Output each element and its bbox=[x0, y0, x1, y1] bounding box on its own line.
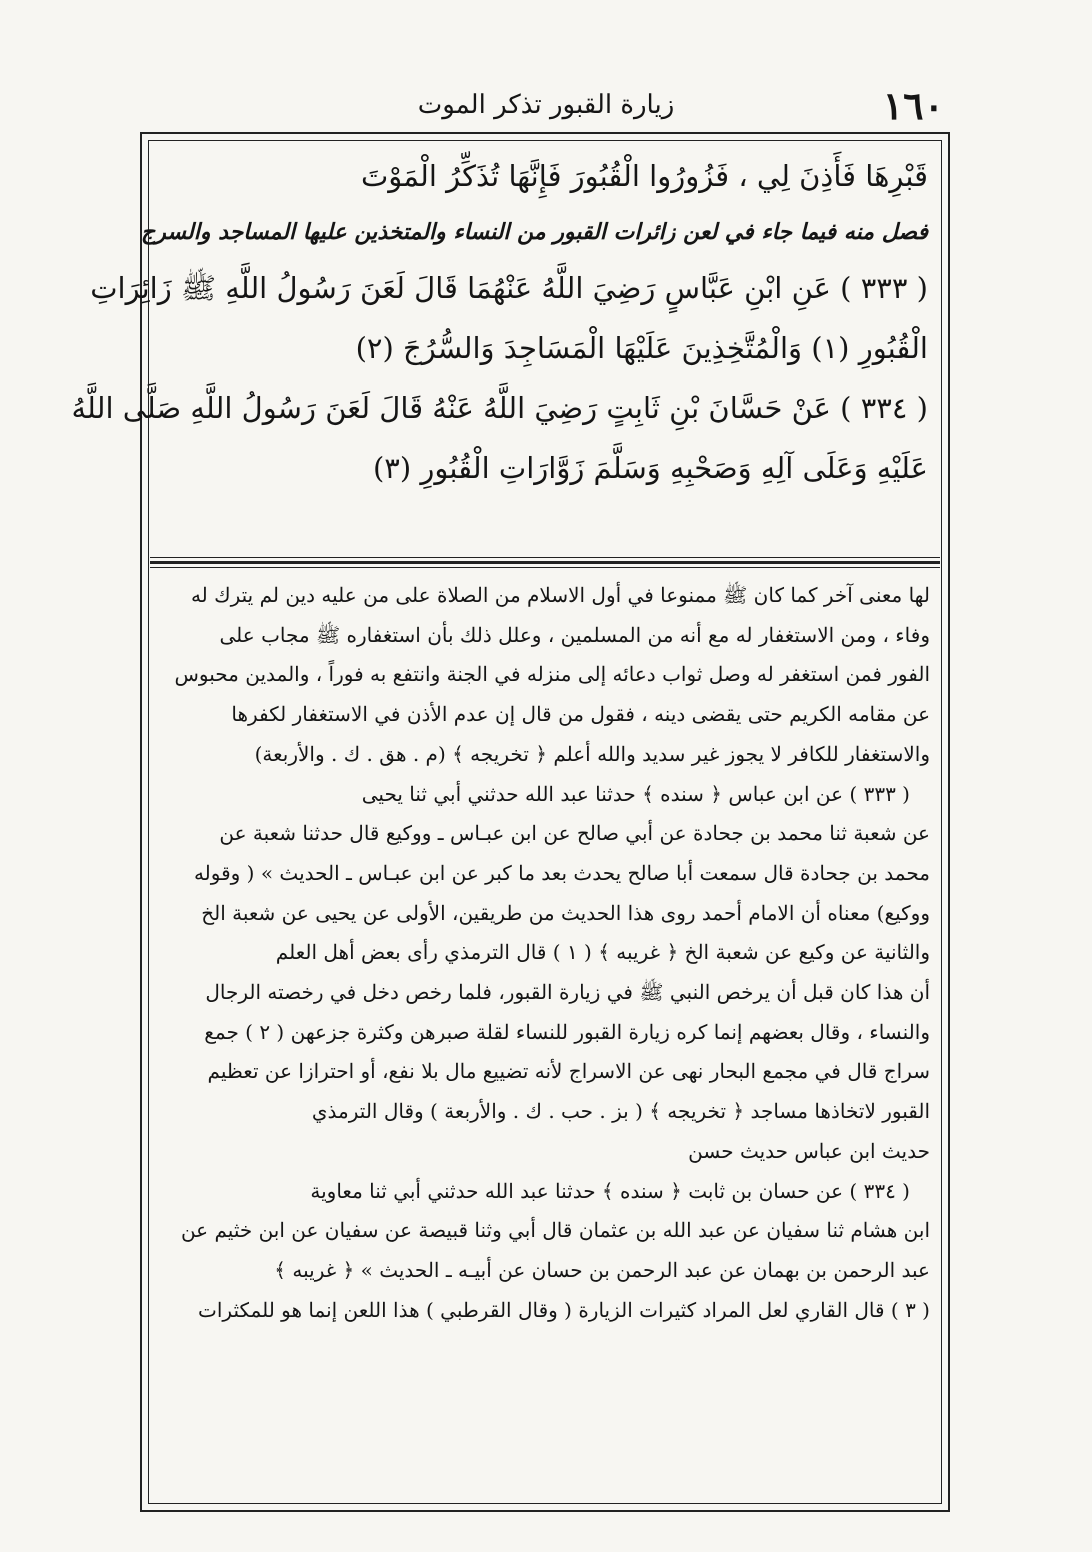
commentary-line: ( ٣٣٣ ) عن ابن عباس ﴿ سنده ﴾ حدثنا عبد الله حدثني أبي ثنا يحيى bbox=[361, 781, 910, 806]
chapter-heading: فصل منه فيما جاء في لعن زائرات القبور من النساء والمتخذين عليها المساجد والسرج bbox=[141, 219, 928, 245]
running-header bbox=[140, 82, 952, 128]
commentary-line: ابن هشام ثنا سفيان عن عبد الله بن عثمان قال أبي وثنا قبيصة عن سفيان عن ابن خثيم عن bbox=[180, 1218, 930, 1243]
commentary-line: والنساء ، وقال بعضهم إنما كره زيارة القبور للنساء لقلة صبرهن وكثرة جزعهن ( ٢ ) جمع bbox=[204, 1019, 930, 1044]
commentary-section bbox=[150, 576, 940, 1330]
commentary-line: القبور لاتخاذها مساجد ﴿ تخريجه ﴾ ( بز . حب . ك . والأربعة ) وقال الترمذي bbox=[311, 1099, 930, 1124]
running-title: زيارة القبور تذكر الموت bbox=[417, 90, 675, 120]
commentary-line: وفاء ، ومن الاستغفار له مع أنه من المسلمين ، وعلل ذلك بأن استغفاره ﷺ مجاب على bbox=[219, 622, 930, 647]
commentary-line: ووكيع) معناه أن الامام أحمد روى هذا الحديث من طريقين، الأولى عن يحيى عن شعبة الخ bbox=[201, 900, 930, 925]
commentary-line: أن هذا كان قبل أن يرخص النبي ﷺ في زيارة القبور، فلما رخص دخل في رخصته الرجال bbox=[205, 980, 930, 1005]
hadith-line: عَلَيْهِ وَعَلَى آلِهِ وَصَحْبِهِ وَسَلَّمَ زَوَّارَاتِ الْقُبُورِ (٣) bbox=[372, 451, 928, 485]
commentary-line: الفور فمن استغفر له وصل ثواب دعائه إلى منزله في الجنة وانتفع به فوراً ، والمدين محبوس bbox=[174, 662, 930, 687]
commentary-line: حديث ابن عباس حديث حسن bbox=[688, 1138, 930, 1163]
commentary-line: ( ٣ ) قال القاري لعل المراد كثيرات الزيارة ( وقال القرطبي ) هذا اللعن إنما هو للمكثرات bbox=[198, 1297, 930, 1322]
commentary-line: سراج قال في مجمع البحار نهى عن الاسراج لأنه تضييع مال بلا نفع، أو احترازا عن تعظيم bbox=[207, 1059, 930, 1084]
hadith-section bbox=[71, 146, 940, 498]
commentary-line: عبد الرحمن بن بهمان عن عبد الرحمن بن حسان عن أبيـه ـ الحديث » ﴿ غريبه ﴾ bbox=[274, 1257, 930, 1282]
commentary-line: ( ٣٣٤ ) عن حسان بن ثابت ﴿ سنده ﴾ حدثنا عبد الله حدثني أبي ثنا معاوية bbox=[310, 1178, 910, 1203]
commentary-line: والثانية عن وكيع عن شعبة الخ ﴿ غريبه ﴾ ( ١ ) قال الترمذي رأى بعض أهل العلم bbox=[275, 940, 930, 965]
commentary-line: محمد بن جحادة قال سمعت أبا صالح يحدث بعد ما كبر عن ابن عبـاس ـ الحديث » ( وقوله bbox=[193, 860, 930, 885]
commentary-line: عن مقامه الكريم حتى يقضى دينه ، فقول من قال إن عدم الأذن في الاستغفار لكفرها bbox=[231, 702, 930, 727]
hadith-line: ( ٣٣٤ ) عَنْ حَسَّانَ بْنِ ثَابِتٍ رَضِيَ اللَّهُ عَنْهُ قَالَ لَعَنَ رَسُولُ اللَّهِ صَلَّى اللَّهُ bbox=[71, 391, 928, 425]
commentary-line: لها معنى آخر كما كان ﷺ ممنوعا في أول الاسلام من الصلاة على من عليه دين لم يترك له bbox=[190, 583, 930, 607]
commentary-line: عن شعبة ثنا محمد بن جحادة عن أبي صالح عن ابن عبـاس ـ ووكيع قال حدثنا شعبة عن bbox=[219, 821, 930, 846]
page-number: ١٦٠ bbox=[882, 82, 944, 128]
section-separator bbox=[150, 555, 940, 569]
commentary-line: والاستغفار للكافر لا يجوز غير سديد والله أعلم ﴿ تخريجه ﴾ (م . هق . ك . والأربعة) bbox=[254, 741, 930, 766]
hadith-line: قَبْرِهَا فَأَذِنَ لِي ، فَزُورُوا الْقُبُورَ فَإِنَّهَا تُذَكِّرُ الْمَوْتَ bbox=[360, 159, 928, 193]
hadith-line: الْقُبُورِ (١) وَالْمُتَّخِذِينَ عَلَيْهَا الْمَسَاجِدَ وَالسُّرُجَ (٢) bbox=[355, 331, 928, 365]
hadith-line: ( ٣٣٣ ) عَنِ ابْنِ عَبَّاسٍ رَضِيَ اللَّهُ عَنْهُمَا قَالَ لَعَنَ رَسُولُ اللَّهِ ﷺ زَائِرَاتِ bbox=[90, 271, 928, 305]
